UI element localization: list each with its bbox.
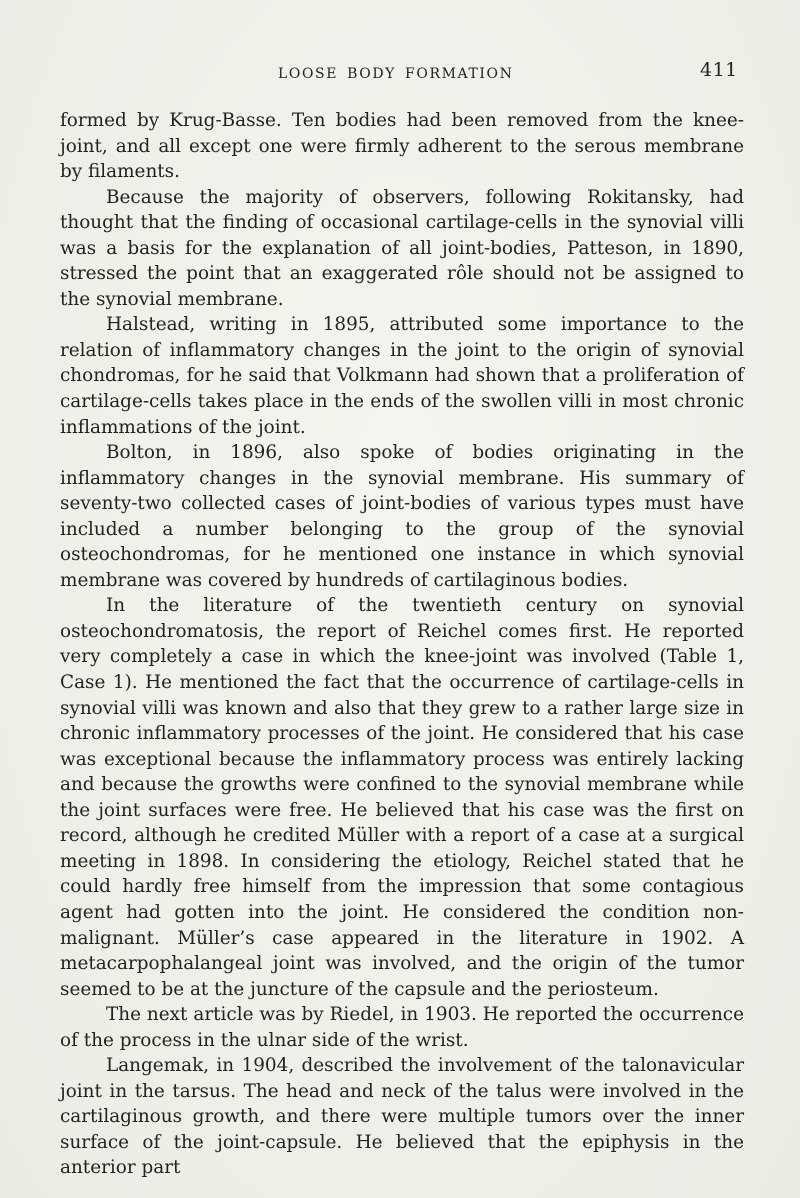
paragraph-bolton: Bolton, in 1896, also spoke of bodies originating in the inflammatory changes in the synovial membrane. His summary of seventy-two collected cases of joint-bodies of various types must have included a number belonging to the group of the synovial osteochondromas, for he mentioned one instance in which synovial membrane was covered by hundreds of cartilaginous bodies. [60, 442, 744, 591]
paragraph-patteson: Because the majority of observers, following Rokitansky, had thought that the finding of occasional cartilage-cells in the synovial villi was a basis for the explanation of all joint-bodies, Patteson, in 1890, stressed the point that an exaggerated rôle should not be assigned to the synovial membrane. [60, 186, 744, 310]
running-head: LOOSE BODY FORMATION [278, 66, 514, 82]
paragraph-riedel: The next article was by Riedel, in 1903. He reported the occurrence of the process in the ulnar side of the wrist. [60, 1004, 744, 1051]
body-text [60, 108, 744, 1181]
page-number: 411 [700, 59, 738, 81]
paragraph-halstead: Halstead, writing in 1895, attributed some importance to the relation of inflammatory changes in the joint to the origin of synovial chondromas, for he said that Volkmann had shown that a proliferation of cartilage-cells takes place in the ends of the swollen villi in most chronic inflammations of the joint. [60, 314, 744, 438]
paragraph-langemak: Langemak, in 1904, described the involvement of the talonavicular joint in the tarsus. The head and neck of the talus were involved in the cartilaginous growth, and there were multiple tumors over the inner surface of the joint-capsule. He believed that the epiphysis in the anterior part [60, 1055, 744, 1179]
paragraph-reichel: In the literature of the twentieth century on synovial osteochondromatosis, the report of Reichel comes first. He reported very completely a case in which the knee-joint was involved (Table 1, Case 1). He mentioned the fact that the occurrence of cartilage-cells in synovial villi was known and also that they grew to a rather large size in chronic inflammatory processes of the joint. He considered that his case was exceptional because the inflammatory process was entirely lacking and because the growths were confined to the synovial membrane while the joint surfaces were free. He believed that his case was the first on record, although he credited Müller with a report of a case at a surgical meeting in 1898. In considering the etiology, Reichel stated that he could hardly free himself from the impression that some contagious agent had gotten into the joint. He considered the condition non-malignant. Müller’s case appeared in the literature in 1902. A metacarpophalangeal joint was involved, and the origin of the tumor seemed to be at the juncture of the capsule and the periosteum. [60, 595, 744, 1000]
paragraph-krug-basse: formed by Krug-Basse. Ten bodies had been removed from the knee-joint, and all except one were firmly adherent to the serous membrane by filaments. [60, 110, 744, 183]
